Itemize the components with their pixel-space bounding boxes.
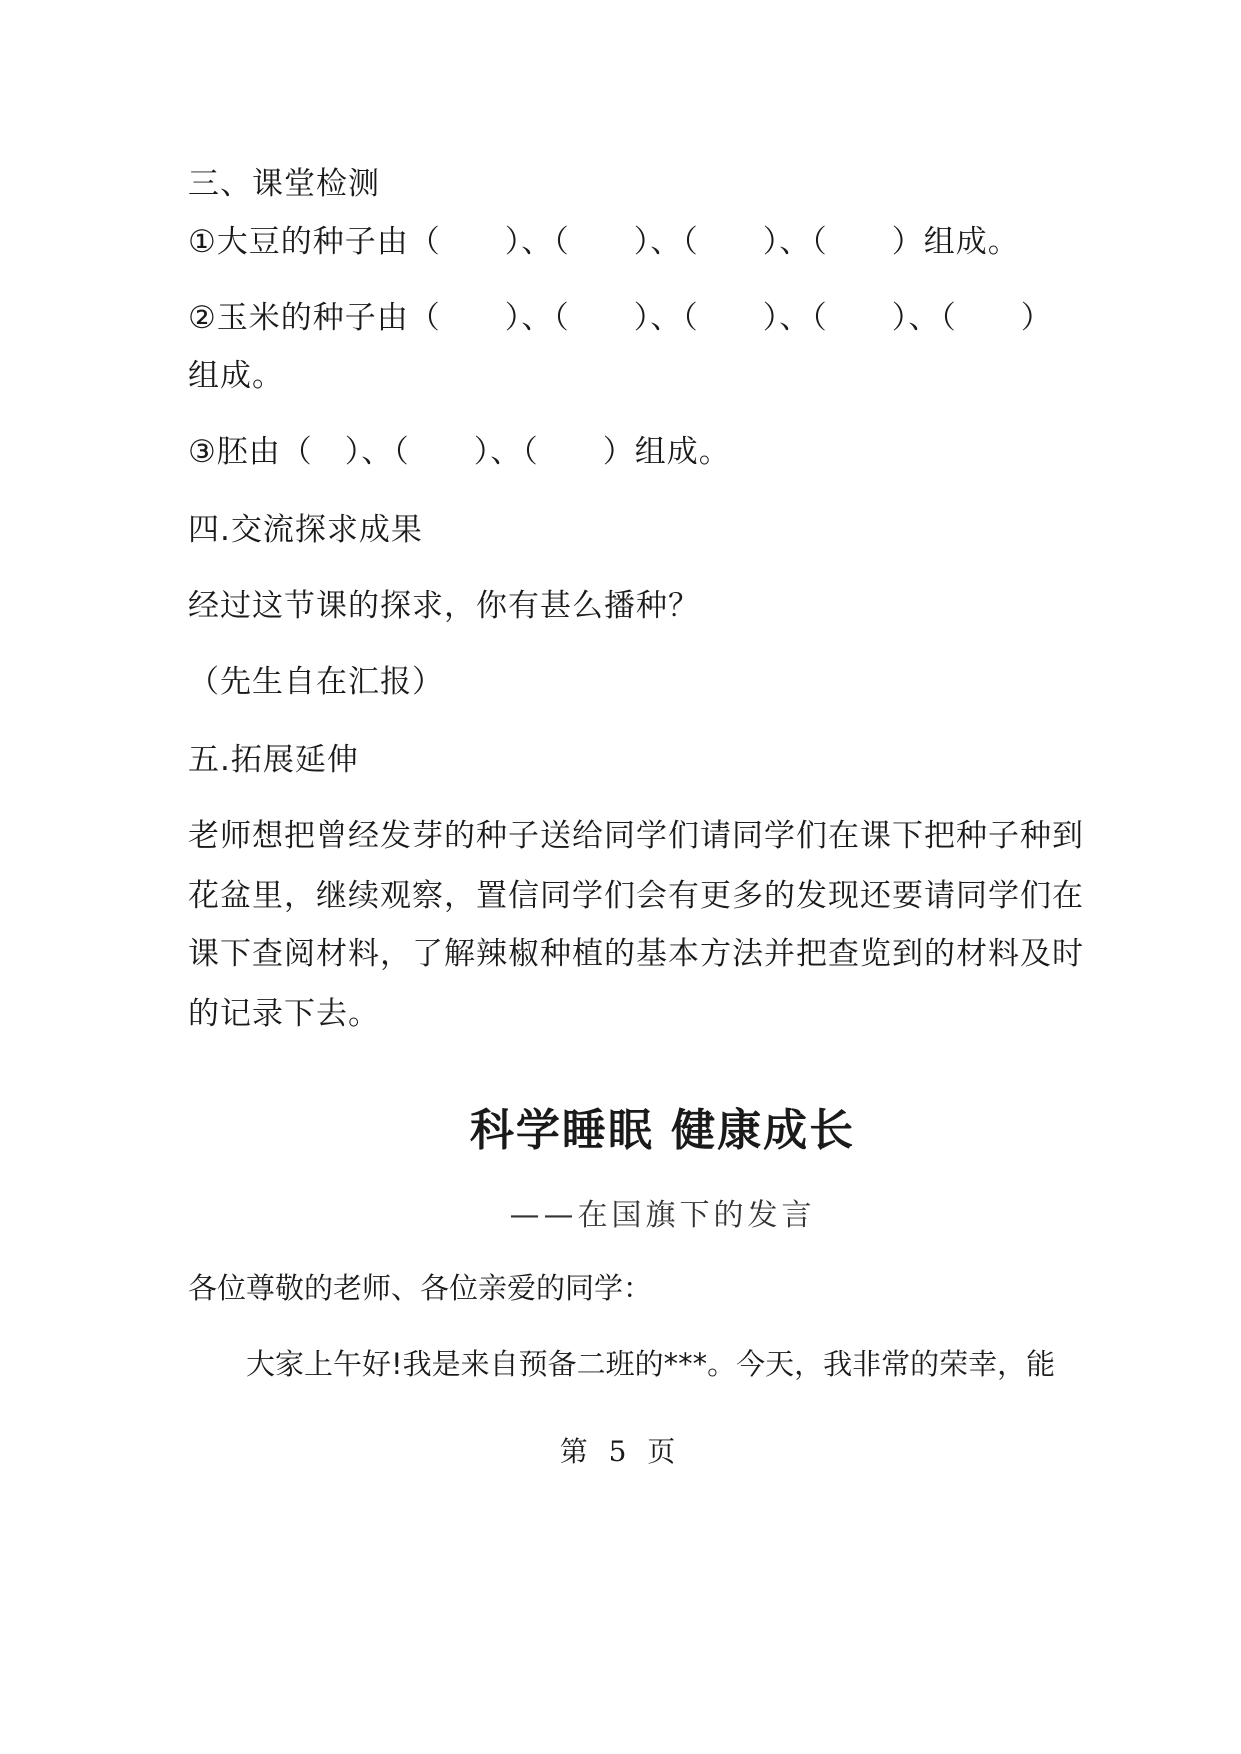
section-heading-classroom-test: 三、课堂检测 — [188, 166, 380, 202]
page-number: 第 5 页 — [559, 1435, 682, 1468]
question-corn-seed-line2: 组成。 — [188, 358, 284, 394]
extension-paragraph-line: 花盆里，继续观察，置信同学们会有更多的发现还要请同学们在 — [188, 878, 1084, 914]
speech-subtitle: ——在国旗下的发言 — [509, 1198, 816, 1233]
exchange-question: 经过这节课的探求，你有甚么播种？ — [188, 588, 700, 624]
extension-paragraph-line: 老师想把曾经发芽的种子送给同学们请同学们在课下把种子种到 — [188, 818, 1084, 854]
section-heading-exchange: 四.交流探求成果 — [188, 512, 423, 548]
speech-greeting: 各位尊敬的老师、各位亲爱的同学： — [188, 1271, 653, 1305]
exchange-note: （先生自在汇报） — [188, 664, 444, 700]
extension-paragraph-line: 课下查阅材料，了解辣椒种植的基本方法并把查览到的材料及时 — [188, 936, 1084, 972]
extension-paragraph-line: 的记录下去。 — [188, 996, 380, 1032]
section-heading-extension: 五.拓展延伸 — [188, 742, 359, 778]
speech-opening: 大家上午好!我是来自预备二班的***。今天，我非常的荣幸，能 — [246, 1347, 1056, 1381]
question-corn-seed-line1: ②玉米的种子由（ ）、（ ）、（ ）、（ ）、（ ） — [188, 300, 1053, 336]
speech-title: 科学睡眠 健康成长 — [469, 1105, 856, 1156]
question-soybean-seed: ①大豆的种子由（ ）、（ ）、（ ）、（ ）组成。 — [188, 224, 1020, 260]
question-embryo: ③胚由（ ）、（ ）、（ ）组成。 — [188, 434, 731, 470]
